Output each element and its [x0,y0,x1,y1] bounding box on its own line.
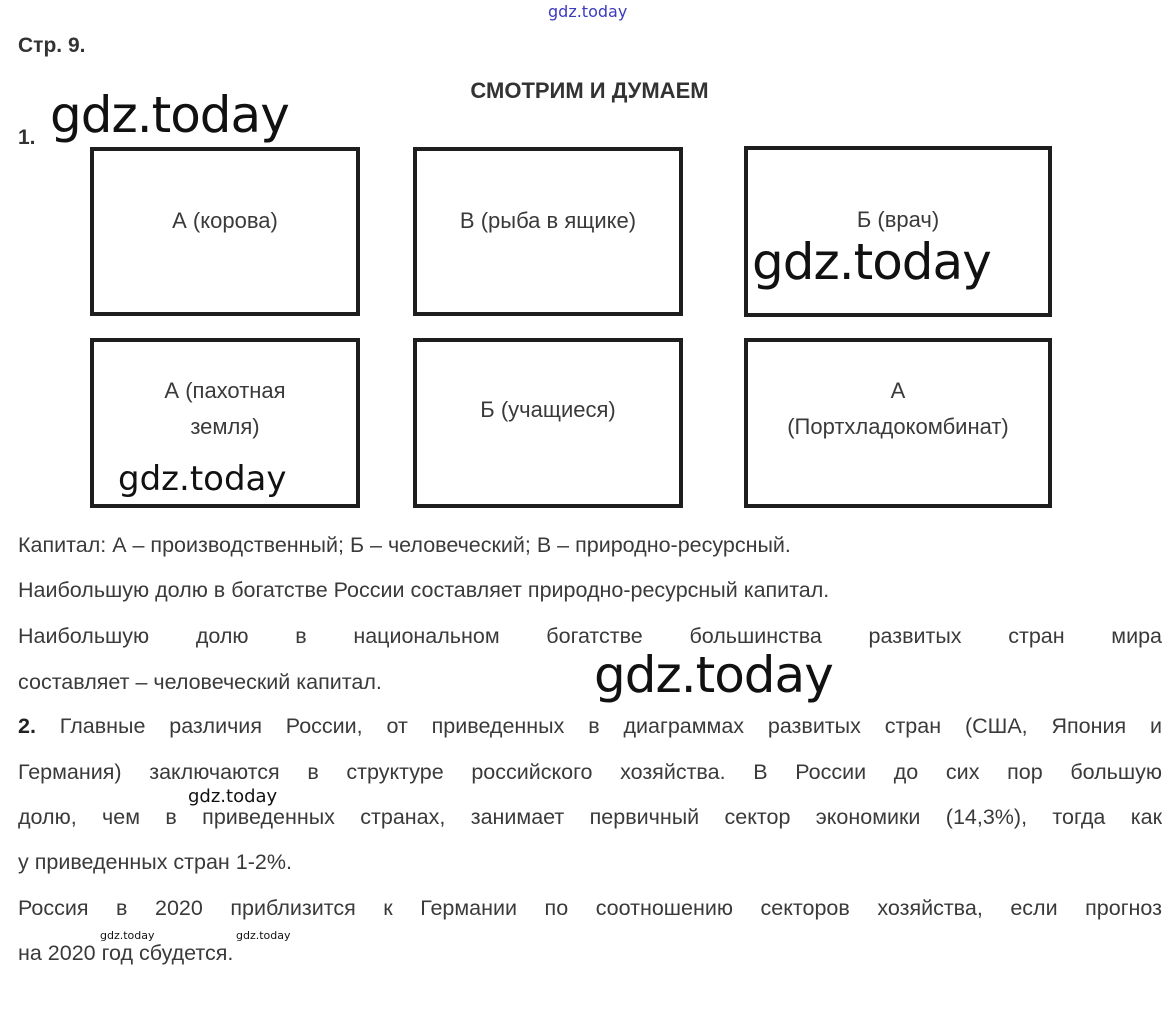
watermark-tiny-1: gdz.today [100,929,155,942]
developed-wealth-line-2: составляет – человеческий капитал. [18,670,382,694]
watermark-medium: gdz.today [118,459,287,499]
answer-box-4-line2: земля) [190,414,260,439]
task-2-number: 2. [18,714,36,738]
answer-box-4-line1: А (пахотная [164,378,286,403]
answer-box-1 [90,147,360,316]
answer-box-5-label: Б (учащиеся) [480,397,616,422]
task-2-line-1 [18,703,1162,749]
watermark-tiny-2: gdz.today [236,929,291,942]
watermark-large-1: gdz.today [50,86,289,144]
answer-box-2 [413,147,683,316]
developed-wealth-line-1: Наибольшую долю в национальном богатстве большинства развитых стран мира [18,624,1162,648]
answer-box-5 [413,338,683,508]
answer-box-3-label: Б (врач) [856,207,940,232]
capital-types-line: Капитал: А – производственный; Б – человеческий; В – природно-ресурсный. [18,533,791,557]
russia-wealth-line: Наибольшую долю в богатстве России составляет природно-ресурсный капитал. [18,578,830,602]
answer-box-3 [744,146,1052,317]
page-reference: Стр. 9. [18,34,86,57]
task-2-line-4: у приведенных стран 1-2%. [18,850,292,874]
watermark-top: gdz.today [548,2,628,21]
task-1-number: 1. [18,126,36,149]
answer-box-6 [744,338,1052,508]
forecast-line-2: на 2020 год сбудется. [18,941,234,965]
forecast-line-1: Россия в 2020 приблизится к Германии по соотношению секторов хозяйства, если прогноз [18,896,1162,920]
task-2-line-3: долю, чем в приведенных странах, занимает первичный сектор экономики (14,3%), тогда как [18,805,1162,829]
answer-box-6-line2: (Портхладокомбинат) [787,414,1009,439]
watermark-large-3: gdz.today [594,646,833,704]
answer-box-2-label: В (рыба в ящике) [459,208,637,233]
watermark-large-2: gdz.today [752,233,991,291]
watermark-small: gdz.today [188,786,278,807]
answer-box-6-line1: А [890,378,906,403]
task-2-line-1-text: Главные различия России, от приведенных в диаграммах развитых стран (США, Япония и [59,714,1162,738]
section-title [0,78,1175,104]
answer-box-1-label: А (корова) [172,208,278,233]
answer-box-4 [90,338,360,508]
section-title-text: СМОТРИМ И ДУМАЕМ [470,78,709,103]
task-2-line-2: Германия) заключаются в структуре российского хозяйства. В России до сих пор большую [18,760,1162,784]
